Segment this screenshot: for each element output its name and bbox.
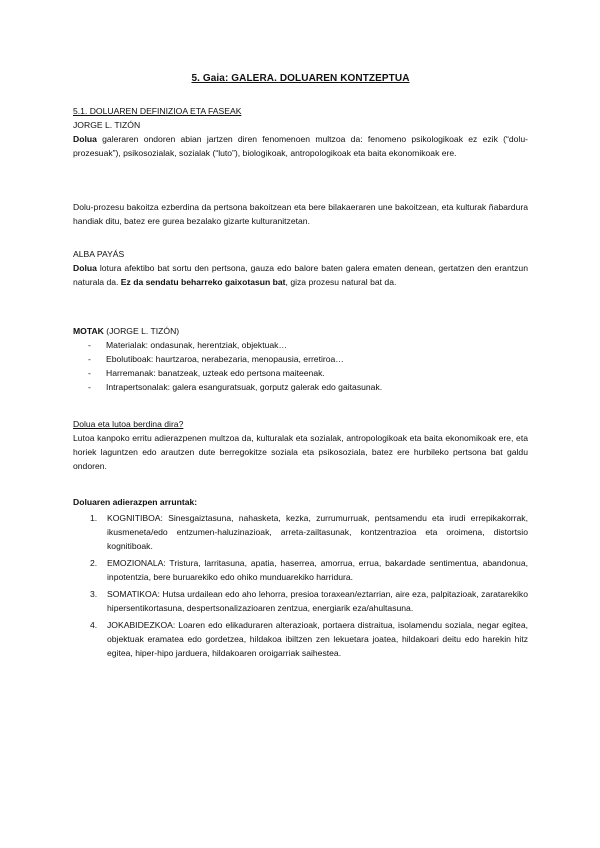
definition-text-1: galeraren ondoren abian jartzen diren fenomenoen multzoa da: fenomeno psikologikoak ez ezik (“dolu-prozesuak”), psikosozialak, sozialak (“luto”), biologikoak, antropologikoak eta baita ekonomikoak ere.	[73, 134, 528, 158]
item-number: 2.	[90, 558, 98, 568]
list-item-text: SOMATIKOA: Hutsa urdailean edo aho lehorra, presioa toraxean/eztarrian, aire eza, palpitazioak, zaratarekiko hipersentikortasuna, despertsonalizazioaren zentzua, energiarik eza/ahultasuna.	[107, 589, 528, 613]
dash-marker: -	[88, 354, 91, 364]
item-number: 3.	[90, 589, 98, 599]
emphasis-not-illness: Ez da sendatu beharreko gaixotasun bat	[120, 277, 286, 287]
dash-marker: -	[88, 382, 91, 392]
types-heading-bold: MOTAK	[73, 326, 104, 336]
page-title: 5. Gaia: GALERA. DOLUAREN KONTZEPTUA	[191, 73, 410, 84]
list-item	[73, 352, 528, 366]
list-item-text: Ebolutiboak: haurtzaroa, nerabezaria, menopausia, erretiroa…	[106, 354, 344, 364]
expressions-section	[73, 495, 528, 663]
definition-paragraph-2: Dolu-prozesu bakoitza ezberdina da pertsona bakoitzean eta bere bilakaeraren une bakoitzean, eta kulturak ñabardura handiak ditu, batez ere gurea bezalako gizarte kulturanitzetan.	[73, 202, 528, 226]
list-item-text: Intrapertsonalak: galera esanguratsuak, gorputz galerak edo gaitasunak.	[106, 382, 383, 392]
definition-section	[73, 104, 528, 160]
types-heading	[73, 324, 528, 338]
definition-paragraph-2-block	[73, 200, 528, 228]
payas-section	[73, 247, 528, 289]
list-item	[73, 587, 528, 615]
author-tizon: JORGE L. TIZÓN	[73, 120, 141, 130]
term-dolua: Dolua	[73, 134, 97, 144]
list-item	[73, 366, 528, 380]
list-item	[73, 618, 528, 660]
types-section	[73, 324, 528, 394]
list-item-text: EMOZIONALA: Tristura, larritasuna, apatia, haserrea, amorrua, errua, bakardade sentimentua, abandonua, inpotentzia, bere buruarekiko edo ohiko munduarekiko harridura.	[107, 558, 528, 582]
section-heading: 5.1. DOLUAREN DEFINIZIOA ETA FASEAK	[73, 106, 242, 116]
dash-marker: -	[88, 368, 91, 378]
question-heading: Dolua eta lutoa berdina dira?	[73, 419, 184, 429]
question-section	[73, 417, 528, 473]
expressions-list	[73, 511, 528, 660]
list-item	[73, 338, 528, 352]
list-item-text: Harremanak: banatzeak, uzteak edo pertsona maiteenak.	[106, 368, 325, 378]
definition-text-3b: , giza prozesu natural bat da.	[285, 277, 397, 287]
list-item-text: Materialak: ondasunak, herentziak, objektuak…	[106, 340, 288, 350]
list-item-text: KOGNITIBOA: Sinesgaiztasuna, nahasketa, kezka, zurrumurruak, pentsamendu eta irudi errepikakorrak, ikusmeneta/edo entzumen-haluzinazioak, arreta-zailtasunak, kontzentrazioa eta oroimena, distortsio kognitiboak.	[107, 513, 528, 551]
types-heading-source: (JORGE L. TIZÓN)	[103, 326, 180, 336]
dash-marker: -	[88, 340, 91, 350]
definition-paragraph-1	[73, 132, 528, 160]
list-item-text: JOKABIDEZKOA: Loaren edo elikaduraren alterazioak, portaera distraitua, isolamendu soziala, negar egitea, objektuak eramatea edo gordetzea, hildakoa ibiltzen zen lekuetara joatea, hildakoari deitu edo harekin hitz egitea, hiper-hipo jarduera, hildakoaren oroigarriak saihestea.	[107, 620, 528, 658]
term-dolua-2: Dolua	[73, 263, 97, 273]
expressions-heading	[73, 495, 528, 509]
author-payas: ALBA PAYÁS	[73, 249, 125, 259]
item-number: 4.	[90, 620, 98, 630]
list-item	[73, 556, 528, 584]
definition-text-3a: lotura afektibo bat sortu den pertsona, gauza edo balore baten galera ematen denean, gertatzen den erantzun naturala da.	[73, 263, 528, 287]
expressions-heading-text: Doluaren adierazpen arruntak:	[73, 497, 198, 507]
question-answer: Lutoa kanpoko erritu adierazpenen multzoa da, kulturalak eta sozialak, antropologikoak eta baita ekonomikoak ere, eta horiek laguntzen edo arautzen dute berregokitze soziala eta psikosoziala, batez ere hurbileko pertsona bat galdu ondoren.	[73, 433, 528, 471]
definition-paragraph-3	[73, 261, 528, 289]
list-item	[73, 511, 528, 553]
types-list	[73, 338, 528, 394]
item-number: 1.	[90, 513, 98, 523]
list-item	[73, 380, 528, 394]
